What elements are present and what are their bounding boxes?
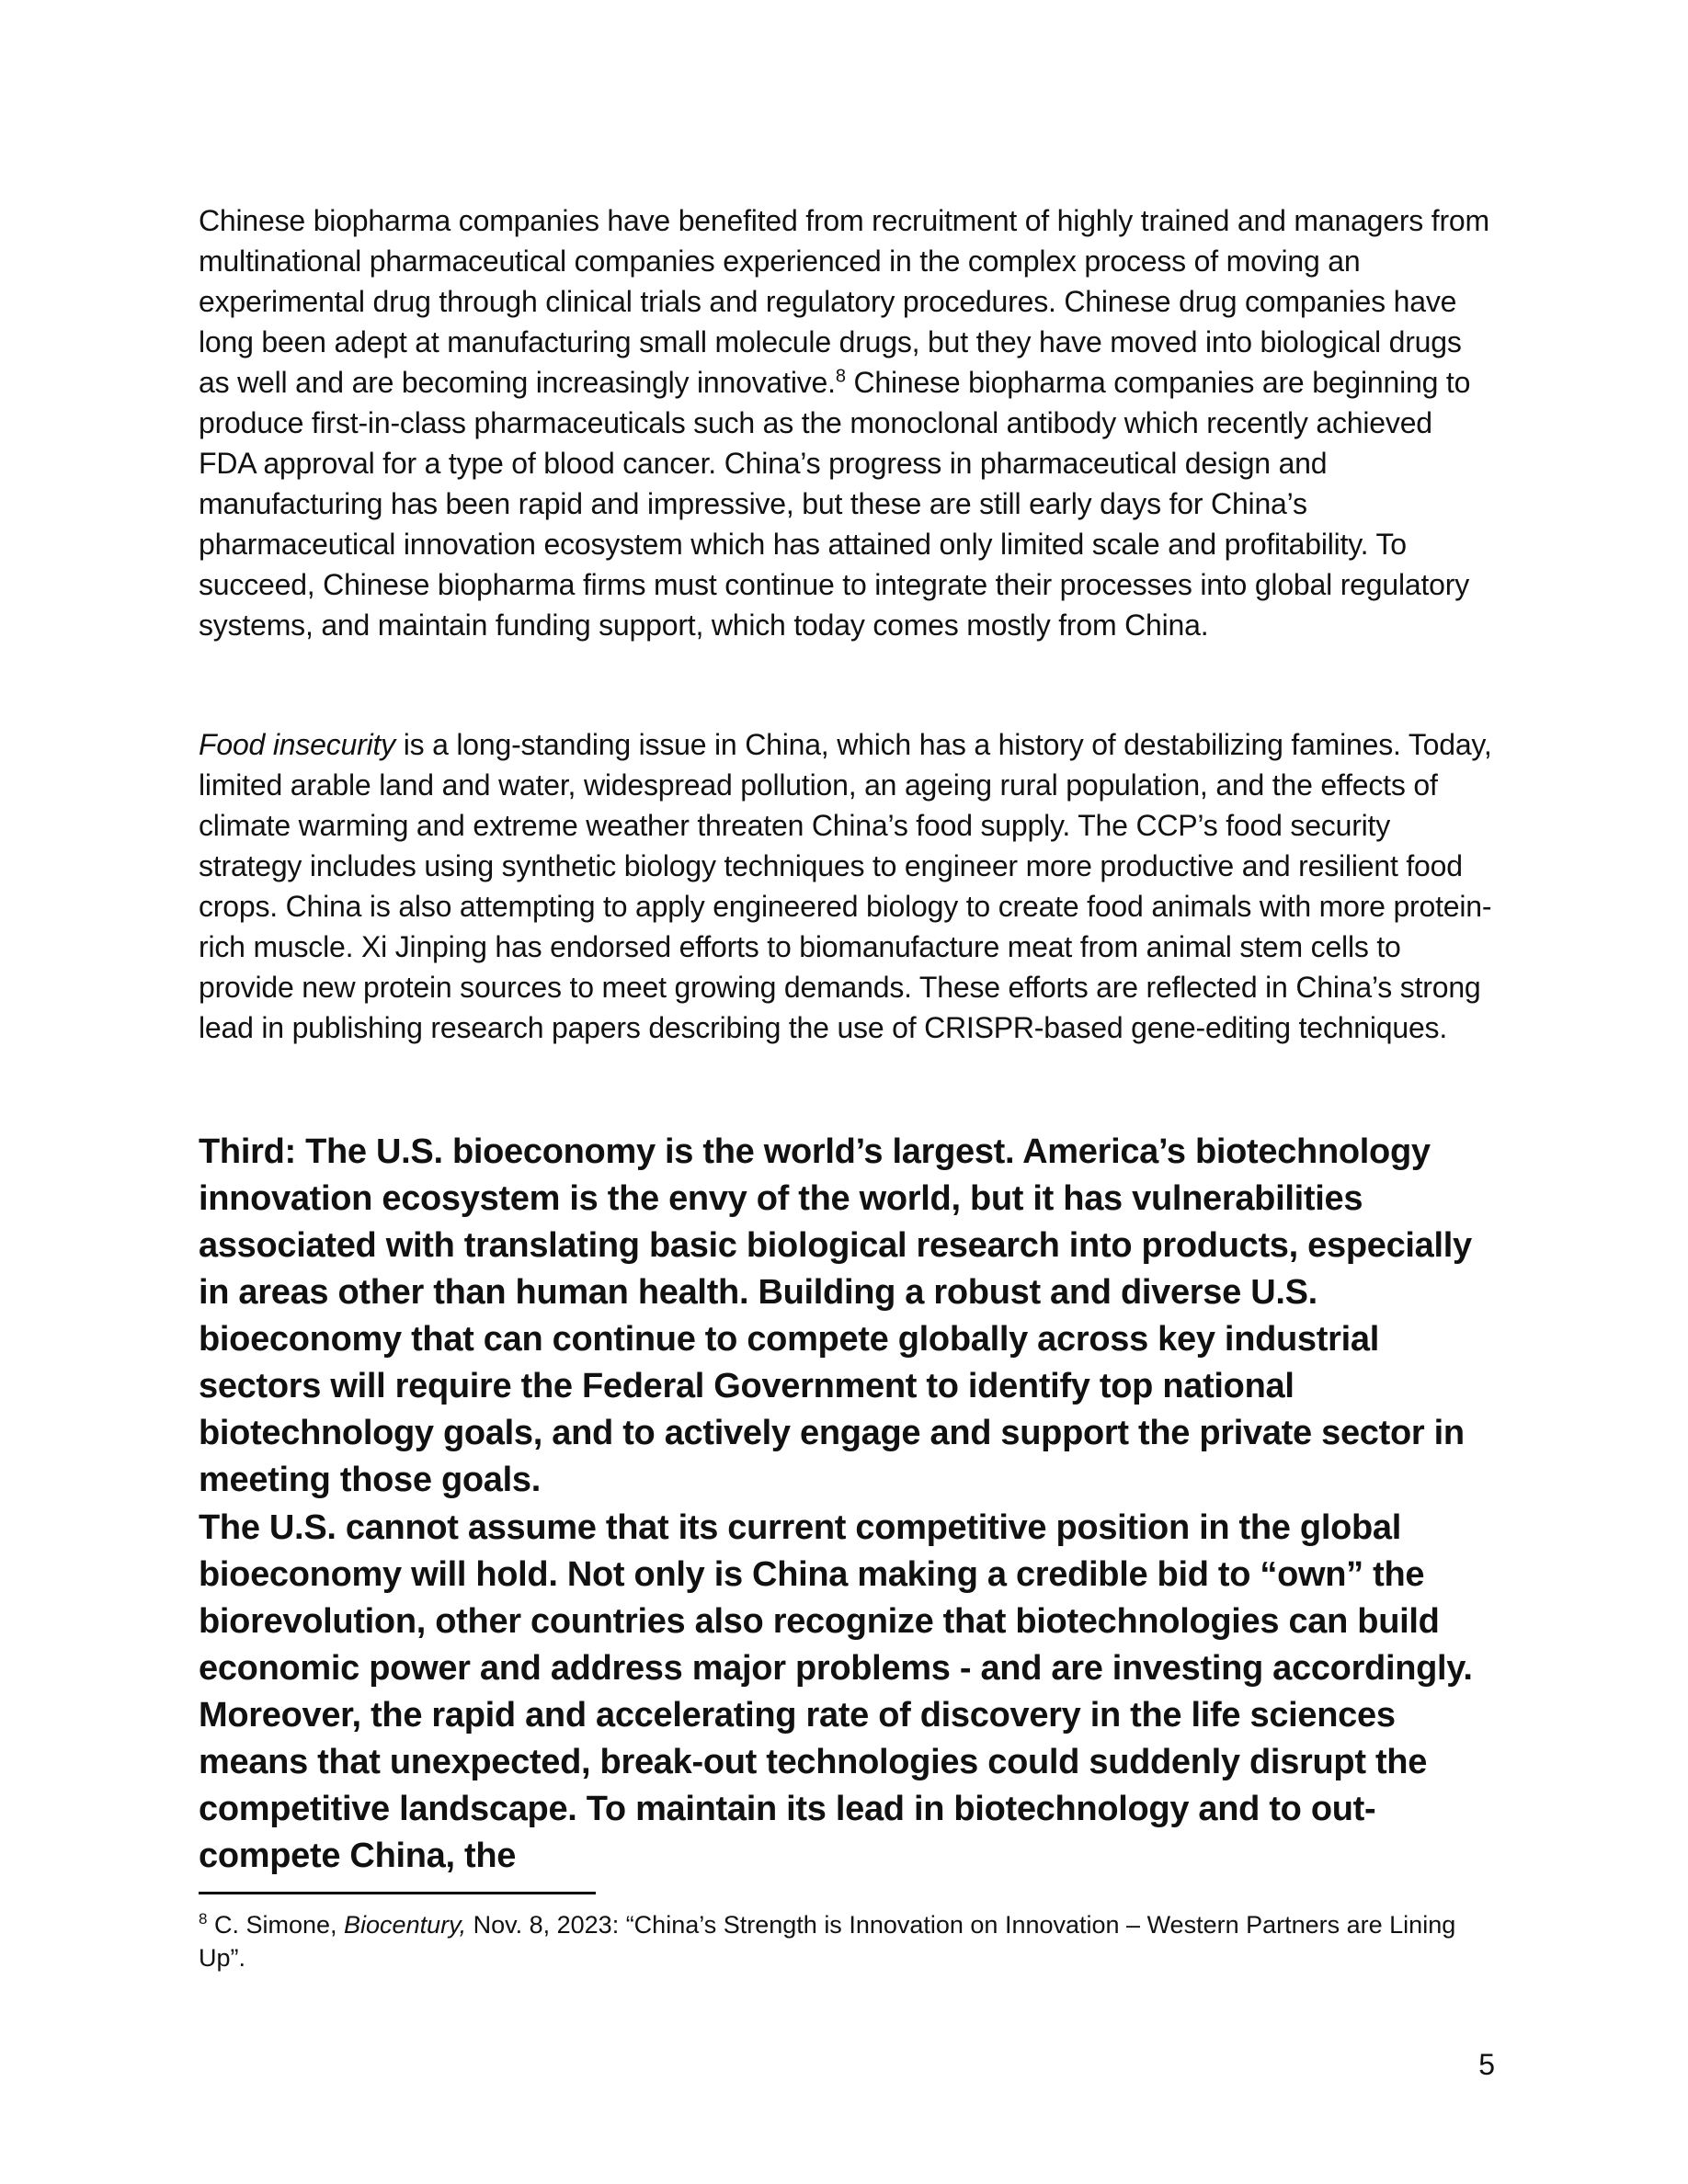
bold-finding-third: Third: The U.S. bioeconomy is the world’s largest. America’s biotechnology innovation ecosystem is the envy of the world, but it has vulnerabilities associated with translating basic biological research into products, especially in areas other than human health. Building a robust and diverse U.S. bioeconomy that can continue to compete globally across key industrial sectors will require the Federal Government to identify top national biotechnology goals, and to actively engage and support the private sector in meeting those goals. xyxy=(199,1132,1472,1499)
paragraph-text: Chinese biopharma companies have benefited from recruitment of highly trained and managers from multinational pharmaceutical companies experienced in the complex process of moving an experimental drug through clinical trials and regulatory procedures. Chinese drug companies have long been adept at manufacturing small molecule drugs, but they have moved into biological drugs as well and are becoming increasingly innovative. xyxy=(199,204,1489,399)
paragraph-text: Chinese biopharma companies are beginning to produce first-in-class pharmaceuticals such as the monoclonal antibody which recently achieved FDA approval for a type of blood cancer. China’s progress in pharmaceutical design and manufacturing has been rapid and impressive, but these are still early days for China’s pharmaceutical innovation ecosystem which has attained only limited scale and profitability. To succeed, Chinese biopharma firms must continue to integrate their processes into global regulatory systems, and maintain funding support, which today comes mostly from China. xyxy=(199,366,1471,642)
bold-finding-competitive-position: The U.S. cannot assume that its current competitive position in the global bioeconomy will hold. Not only is China making a credible bid to “own” the biorevolution, other countries also recognize that biotechnologies can build economic power and address major problems - and are investing accordingly. Moreover, the rapid and accelerating rate of discovery in the life sciences means that unexpected, break-out technologies could suddenly disrupt the competitive landscape. To maintain its lead in biotechnology and to out-compete China, the xyxy=(199,1508,1473,1875)
page-number: 5 xyxy=(1478,2048,1495,2081)
body-paragraph-food-insecurity xyxy=(199,724,1495,1048)
paragraph-lead-term: Food insecurity xyxy=(199,728,395,761)
footnote-text: Nov. 8, 2023: “China’s Strength is Innovation on Innovation – Western Partners are Lining Up”. xyxy=(199,1911,1456,1972)
footnote-divider xyxy=(199,1892,596,1894)
footnote-publication: Biocentury, xyxy=(344,1911,467,1939)
body-paragraph-biopharma xyxy=(199,200,1495,645)
footnote xyxy=(199,1908,1495,1974)
paragraph-text: is a long-standing issue in China, which has a history of destabilizing famines. Today, limited arable land and water, widespread pollution, an ageing rural population, and the effects of climate warming and extreme weather threaten China’s food supply. The CCP’s food security strategy includes using synthetic biology techniques to engineer more productive and resilient food crops. China is also attempting to apply engineered biology to create food animals with more protein-rich muscle. Xi Jinping has endorsed efforts to biomanufacture meat from animal stem cells to provide new protein sources to meet growing demands. These efforts are reflected in China’s strong lead in publishing research papers describing the use of CRISPR-based gene-editing techniques. xyxy=(199,728,1492,1044)
footnote-number: 8 xyxy=(199,1910,208,1928)
footnote-reference[interactable]: 8 xyxy=(835,366,846,387)
footnote-author: C. Simone, xyxy=(207,1911,345,1939)
